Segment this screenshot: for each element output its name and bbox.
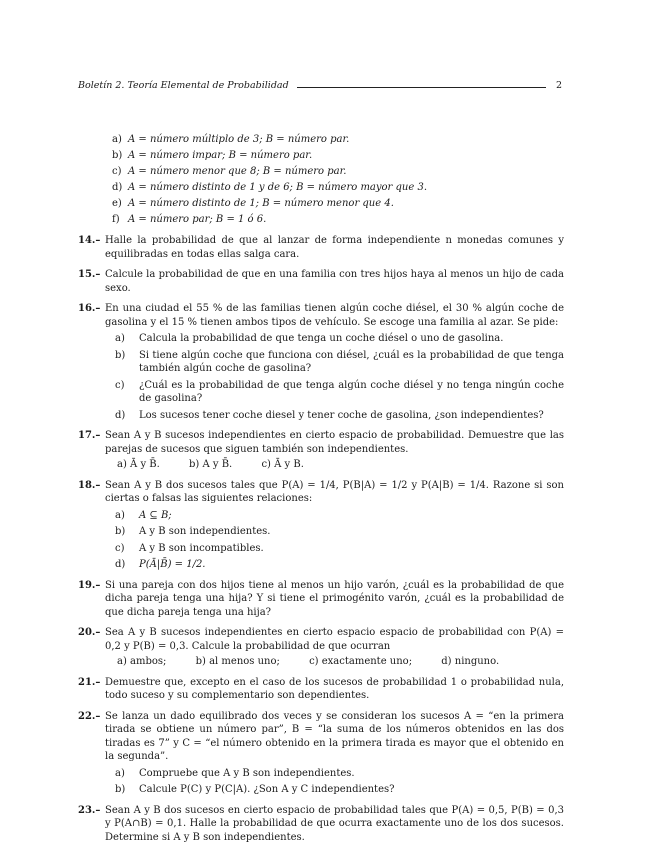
- problem-text: Sea A y B sucesos independientes en cierto espacio espacio de probabilidad con P(A) = 0,2 y P(B) = 0,3. Calcule la probabilidad de que ocurran: [105, 627, 564, 652]
- list-item: a) Compruebe que A y B son independientes.: [115, 767, 355, 779]
- problem-21: 21.– Demuestre que, excepto en el caso de los sucesos de probabilidad 1 o probabilidad nula, todo suceso y su complementario son dependientes.: [78, 676, 564, 701]
- continuation-item: b) A = número impar; B = número par.: [112, 150, 313, 161]
- problem-text: Calcule la probabilidad de que en una familia con tres hijos haya al menos un hijo de cada sexo.: [105, 269, 564, 294]
- list-item: d) P(Ā|B̄) = 1/2.: [115, 559, 206, 570]
- list-item: c) ¿Cuál es la probabilidad de que tenga algún coche diésel y no tenga ningún coche de gasolina?: [115, 379, 564, 404]
- problem-text: Demuestre que, excepto en el caso de los sucesos de probabilidad 1 o probabilidad nula, todo suceso y su complementario son dependientes.: [105, 676, 564, 701]
- problem-23: 23.– Sean A y B dos sucesos en cierto espacio de probabilidad tales que P(A) = 0,5, P(B) = 0,3 y P(A∩B) = 0,1. Halle la probabilidad de que ocurra exactamente uno de los dos sucesos. Determine si A y B son independientes.: [78, 804, 564, 843]
- options-row: a) ambos; b) al menos uno; c) exactamente uno; d) ninguno.: [117, 656, 500, 667]
- problem-text: Sean A y B sucesos independientes en cierto espacio de probabilidad. Demuestre que las parejas de sucesos que siguen también son independientes.: [105, 430, 564, 455]
- list-item: a) Calcula la probabilidad de que tenga un coche diésel o uno de gasolina.: [115, 333, 504, 344]
- continuation-item: e) A = número distinto de 1; B = número menor que 4.: [112, 198, 394, 209]
- problem-22: 22.– Se lanza un dado equilibrado dos veces y se consideran los sucesos A = “en la primera tirada se obtiene un número par”, B = “la suma de los números obtenidos en las dos tiradas es 7” y C = “el número obtenido en la primera tirada es mayor que el obtenido en la segunda”. a) Compruebe que A y B son independientes. b) Calcule P(C) y P(C|A). ¿Son A y C independientes?: [78, 710, 564, 795]
- list-item: b) A y B son independientes.: [115, 526, 271, 537]
- problem-text: Sean A y B dos sucesos en cierto espacio de probabilidad tales que P(A) = 0,5, P(B) = 0,3 y P(A∩B) = 0,1. Halle la probabilidad de que ocurra exactamente uno de los dos sucesos. Determine si A y B son independientes.: [105, 804, 564, 843]
- problem-text: Se lanza un dado equilibrado dos veces y se consideran los sucesos A = “en la primera tirada se obtiene un número par”, B = “la suma de los números obtenidos en las dos tiradas es 7” y C = “el número obtenido en la primera tirada es mayor que el obtenido en la segunda”.: [105, 710, 564, 762]
- problem-text: Sean A y B dos sucesos tales que P(A) = 1/4, P(B|A) = 1/2 y P(A|B) = 1/4. Razone si son ciertas o falsas las siguientes relaciones:: [105, 479, 564, 504]
- continuation-item: d) A = número distinto de 1 y de 6; B = número mayor que 3.: [112, 182, 427, 193]
- list-item: b) Calcule P(C) y P(C|A). ¿Son A y C independientes?: [115, 784, 395, 795]
- page-content: [78, 132, 564, 851]
- problem-15: 15.– Calcule la probabilidad de que en una familia con tres hijos haya al menos un hijo de cada sexo.: [78, 269, 564, 294]
- problem-19: 19.– Si una pareja con dos hijos tiene al menos un hijo varón, ¿cuál es la probabilidad de que dicha pareja tenga una hija? Y si tiene el primogénito varón, ¿cuál es la probabilidad de que dicha pareja tenga una hija?: [78, 579, 564, 618]
- list-item: c) A y B son incompatibles.: [115, 542, 264, 554]
- header-title: Boletín 2. Teoría Elemental de Probabilidad: [78, 80, 289, 92]
- problem-text: Halle la probabilidad de que al lanzar de forma independiente n monedas comunes y equilibradas en todas ellas salga cara.: [105, 235, 564, 260]
- page-header: [78, 79, 562, 93]
- problem-text: En una ciudad el 55 % de las familias tienen algún coche diésel, el 30 % algún coche de gasolina y el 15 % tienen ambos tipos de vehículo. Se escoge una familia al azar. Se pide:: [105, 303, 564, 328]
- list-item: d) Los sucesos tener coche diesel y tener coche de gasolina, ¿son independientes?: [115, 409, 544, 421]
- list-item: b) Si tiene algún coche que funciona con diésel, ¿cuál es la probabilidad de que tenga también algún coche de gasolina?: [115, 349, 564, 374]
- continuation-item: a) A = número múltiplo de 3; B = número par.: [112, 134, 350, 145]
- continuation-item: c) A = número menor que 8; B = número par.: [112, 166, 347, 177]
- problem-18: 18.– Sean A y B dos sucesos tales que P(A) = 1/4, P(B|A) = 1/2 y P(A|B) = 1/4. Razone si son ciertas o falsas las siguientes relaciones: a) A ⊆ B; b) A y B son independientes. c) A y B son incompatibles. d) P(Ā|B̄) = 1/2.: [78, 479, 564, 570]
- problem-16: 16.– En una ciudad el 55 % de las familias tienen algún coche diésel, el 30 % algún coche de gasolina y el 15 % tienen ambos tipos de vehículo. Se escoge una familia al azar. Se pide: a) Calcula la probabilidad de que tenga un coche diésel o uno de gasolina. b) Si tiene algún coche que funciona con diésel, ¿cuál es la probabilidad de que tenga también algún coche de gasolina? c) ¿Cuál es la probabilidad de que tenga algún coche diésel y no tenga ningún coche de gasolina? d) Los sucesos tener coche diesel y tener coche de gasolina, ¿son independientes?: [78, 303, 564, 421]
- header-rule: [297, 87, 546, 88]
- options-row: a) Ā y B̄. b) A y B̄. c) Ā y B.: [117, 459, 304, 470]
- problem-text: Si una pareja con dos hijos tiene al menos un hijo varón, ¿cuál es la probabilidad de que dicha pareja tenga una hija? Y si tiene el primogénito varón, ¿cuál es la probabilidad de que dicha pareja tenga una hija?: [105, 579, 564, 618]
- problem-20: 20.– Sea A y B sucesos independientes en cierto espacio espacio de probabilidad con P(A) = 0,2 y P(B) = 0,3. Calcule la probabilidad de que ocurran a) ambos; b) al menos uno; c) exactamente uno; d) ninguno.: [78, 627, 564, 667]
- list-item: a) A ⊆ B;: [115, 509, 172, 521]
- continuation-list: [78, 132, 564, 228]
- problem-14: 14.– Halle la probabilidad de que al lanzar de forma independiente n monedas comunes y equilibradas en todas ellas salga cara.: [78, 235, 564, 260]
- page-number: 2: [555, 80, 562, 92]
- continuation-item: f) A = número par; B = 1 ó 6.: [112, 214, 267, 225]
- problem-17: 17.– Sean A y B sucesos independientes en cierto espacio de probabilidad. Demuestre que las parejas de sucesos que siguen también son independientes. a) Ā y B̄. b) A y B̄. c) Ā y B.: [78, 430, 564, 470]
